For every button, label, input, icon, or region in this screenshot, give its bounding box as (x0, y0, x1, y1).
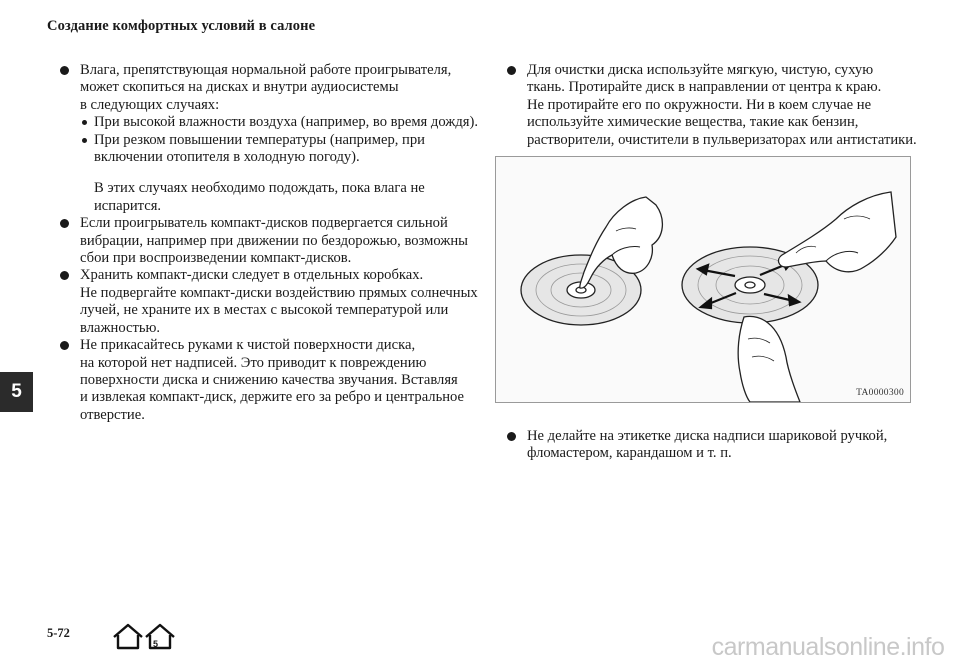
text-line: Хранить компакт-диски следует в отдельных коробках. (80, 267, 424, 284)
text-line: на которой нет надписей. Это приводит к повреждению (80, 354, 427, 371)
bullet-icon (60, 66, 69, 75)
chapter-tab[interactable]: 5 (0, 372, 33, 412)
right-column (505, 62, 925, 149)
text-line: Если проигрыватель компакт-дисков подвергается сильной (80, 215, 448, 232)
right-hand-with-cloth (779, 192, 896, 272)
small-bullet-icon (82, 120, 87, 125)
nav-icons-drawing (110, 621, 180, 651)
text-line: и извлекая компакт-диск, держите его за ребро и центральное (80, 389, 465, 406)
home-icon[interactable] (114, 625, 142, 648)
text-line: включении отопителя в холодную погоду). (94, 149, 360, 166)
label-paragraph (505, 428, 925, 463)
text-line: фломастером, карандашом и т. п. (527, 445, 732, 462)
supporting-hand (738, 316, 800, 402)
figure-code: TA0000300 (856, 388, 904, 398)
text-line: может скопиться на дисках и внутри аудиосистемы (80, 79, 399, 96)
moisture-note (58, 180, 478, 215)
bullet-icon (60, 219, 69, 228)
text-line: ткань. Протирайте диск в направлении от центра к краю. (527, 79, 882, 96)
text-line: Не подвергайте компакт-диски воздействию прямых солнечных (80, 284, 478, 301)
text-line: растворители, очистители в пульверизаторах или антистатики. (527, 131, 917, 148)
text-line: Для очистки диска используйте мягкую, чистую, сухую (527, 62, 874, 78)
text-line: сбои при воспроизведении компакт-дисков. (80, 250, 352, 267)
handling-paragraph (58, 337, 478, 424)
text-line: Влага, препятствующая нормальной работе проигрывателя, (80, 62, 452, 78)
vibration-paragraph (58, 215, 478, 267)
text-line: Не прикасайтесь руками к чистой поверхности диска, (80, 337, 416, 354)
section-home-icon[interactable] (146, 625, 174, 648)
cd-handling-drawing (496, 157, 910, 402)
text-line: испарится. (94, 197, 162, 214)
storage-paragraph (58, 267, 478, 337)
text-line: лучей, не храните их в местах с высокой температурой или (80, 302, 449, 319)
nav-icons (110, 621, 180, 651)
temperature-item (58, 132, 478, 167)
watermark: carmanualsonline.info (711, 633, 945, 661)
text-line: Не протирайте его по окружности. Ни в коем случае не (527, 96, 872, 113)
text-line: Не делайте на этикетке диска надписи шариковой ручкой, (527, 428, 888, 444)
label-warning (505, 428, 925, 463)
home-icon-number: 5 (153, 639, 159, 649)
small-bullet-icon (82, 138, 87, 143)
left-column (58, 62, 478, 424)
bullet-icon (60, 271, 69, 280)
text-line: При резком повышении температуры (например, при (94, 131, 425, 148)
text-line: отверстие. (80, 406, 145, 423)
text-line: В этих случаях необходимо подождать, пока влага не (94, 180, 425, 197)
text-line: в следующих случаях: (80, 96, 220, 113)
text-line: вибрации, например при движении по бездорожью, возможны (80, 232, 468, 249)
bullet-icon (507, 432, 516, 441)
cleaning-paragraph (505, 62, 925, 149)
text-line: используйте химические вещества, такие как бензин, (527, 114, 859, 131)
moisture-paragraph (58, 62, 478, 114)
bullet-icon (507, 66, 516, 75)
text-line: При высокой влажности воздуха (например, во время дождя). (94, 114, 478, 131)
page-title: Создание комфортных условий в салоне (47, 18, 316, 34)
text-line: влажностью. (80, 319, 161, 336)
text-line: поверхности диска и снижению качества звучания. Вставляя (80, 371, 458, 388)
bullet-icon (60, 341, 69, 350)
cd-cleaning-illustration (495, 156, 911, 403)
humidity-item (58, 114, 478, 131)
page-number: 5-72 (47, 626, 70, 640)
